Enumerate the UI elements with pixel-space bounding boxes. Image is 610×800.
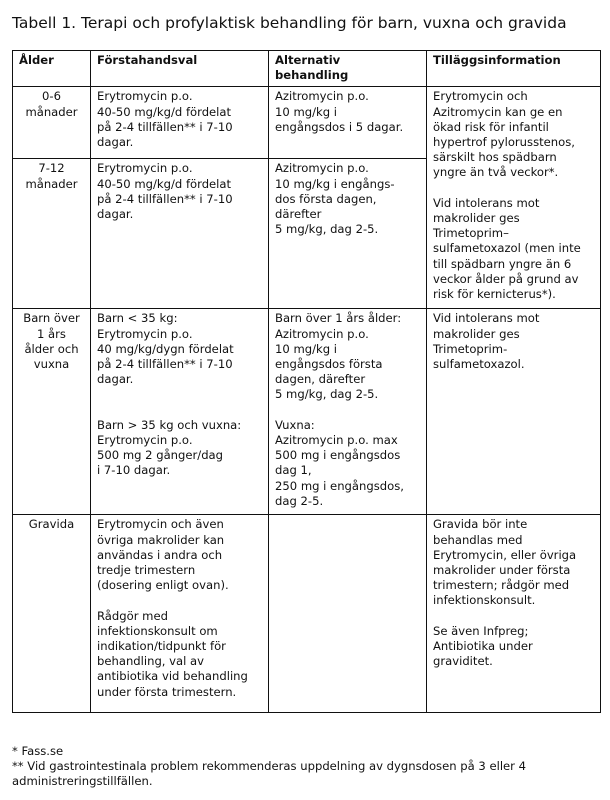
table-row xyxy=(13,309,601,515)
first-choice-cell: Erytromycin och även övriga makrolider kan användas i andra och tredje trimestern (dosering enligt ovan). Rådgör med infektionskonsult om indikation/tidpunkt för behandling, val av antibiotika vid behandling under första trimestern. xyxy=(91,515,269,713)
table-caption: Tabell 1. Terapi och profylaktisk behandling för barn, vuxna och gravida xyxy=(12,14,567,32)
alternative-cell: Azitromycin p.o. 10 mg/kg i engångsdos i 5 dagar. xyxy=(269,87,427,159)
additional-info-cell: Vid intolerans mot makrolider ges Trimetoprim- sulfametoxazol. xyxy=(427,309,601,515)
alternative-cell: Azitromycin p.o. 10 mg/kg i engångs- dos första dagen, därefter 5 mg/kg, dag 2-5. xyxy=(269,159,427,309)
table-row xyxy=(13,515,601,713)
age-cell: Barn över 1 års ålder och vuxna xyxy=(13,309,91,515)
age-cell: Gravida xyxy=(13,515,91,713)
additional-info-cell: Gravida bör inte behandlas med Erytromycin, eller övriga makrolider under första trimestern; rådgör med infektionskonsult. Se även Infpreg; Antibiotika under graviditet. xyxy=(427,515,601,713)
first-choice-cell: Erytromycin p.o. 40-50 mg/kg/d fördelat på 2-4 tillfällen** i 7-10 dagar. xyxy=(91,87,269,159)
first-choice-cell: Barn < 35 kg: Erytromycin p.o. 40 mg/kg/dygn fördelat på 2-4 tillfällen** i 7-10 dagar. Barn > 35 kg och vuxna: Erytromycin p.o. 500 mg 2 gånger/dag i 7-10 dagar. xyxy=(91,309,269,515)
header-age: Ålder xyxy=(13,51,91,87)
footnote: * Fass.se xyxy=(12,744,64,758)
header-first-choice: Förstahandsval xyxy=(91,51,269,87)
alternative-cell xyxy=(269,515,427,713)
infant-additional-info-cell: Erytromycin och Azitromycin kan ge en ökad risk för infantil hypertrof pylorusstenos, särskilt hos spädbarn yngre än två veckor*. Vid intolerans mot makrolider ges Trimetoprim– sulfametoxazol (men inte till spädbarn yngre än 6 veckor ålder på grund av risk för kernicterus*). xyxy=(427,87,601,309)
footnotes xyxy=(12,744,600,790)
header-alternative: Alternativ behandling xyxy=(269,51,427,87)
table-row xyxy=(13,87,601,159)
alternative-cell: Barn över 1 års ålder: Azitromycin p.o. 10 mg/kg i engångsdos första dagen, därefter 5 mg/kg, dag 2-5. Vuxna: Azitromycin p.o. max 500 mg i engångsdos dag 1, 250 mg i engångsdos, dag 2-5. xyxy=(269,309,427,515)
header-additional-info: Tilläggsinformation xyxy=(427,51,601,87)
treatment-table xyxy=(12,50,601,713)
age-cell: 7-12 månader xyxy=(13,159,91,309)
table-header-row xyxy=(13,51,601,87)
age-cell: 0-6 månader xyxy=(13,87,91,159)
first-choice-cell: Erytromycin p.o. 40-50 mg/kg/d fördelat på 2-4 tillfällen** i 7-10 dagar. xyxy=(91,159,269,309)
footnote: ** Vid gastrointestinala problem rekommenderas uppdelning av dygnsdosen på 3 eller 4 administreringstillfällen. xyxy=(12,759,527,789)
